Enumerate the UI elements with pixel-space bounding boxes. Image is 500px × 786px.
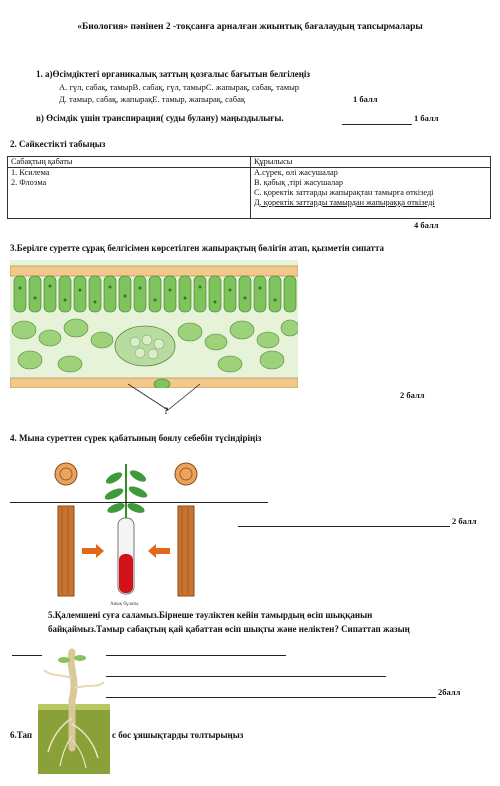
pointer-lines	[10, 380, 310, 420]
q4-answer-line-1[interactable]	[10, 502, 268, 503]
q3-heading: 3.Берілге суретте сұрақ белгісімен көрсетілген жапырақтың бөлігін атап, қызметін сипатта	[10, 243, 384, 253]
structure-item: В. қабық ,тірі жасушалар	[254, 178, 344, 187]
layer-item: 2. Флоэма	[11, 178, 47, 187]
q1a-label: 1. а)Өсімдіктегі органикалық заттың қозғалыс бағытын белгілеңіз	[36, 69, 311, 79]
col-header-structure: Құрылысы	[251, 157, 491, 168]
layer-item: 1. Ксилема	[11, 168, 50, 177]
q6-heading-start: 6.Тап	[10, 730, 33, 740]
page-title: «Биология» пәнінен 2 -тоқсанға арналған жиынтық бағалаудың тапсырмалары	[77, 22, 423, 32]
q5-text-line1: 5.Қалемшені суға саламыз.Бірнеше тәуліктен кейін тамырдың өсіп шыққанын	[48, 610, 373, 620]
q1b-label: в) Өсімдік үшін транспирация( суды булану) маңыздылығы.	[36, 113, 284, 123]
structure-item: А.сүрек, өлі жасушалар	[254, 168, 338, 177]
col-header-layer: Сабақтың қабаты	[8, 157, 251, 168]
q5-answer-line-4[interactable]	[106, 697, 436, 698]
q4-answer-line-2[interactable]	[238, 526, 450, 527]
q2-heading: 2. Сәйкестікті табыңыз	[10, 139, 106, 149]
structure-item: С. қоректік заттарды жапырақтан тамырға өткізеді	[254, 188, 434, 197]
q1-options-line2: Д. тамыр, сабақ, жапырақЕ. тамыр, жапырақ, сабақ	[59, 94, 245, 104]
q4-score: 2 балл	[452, 516, 477, 526]
q1-options-line1: А. гүл, сабақ, тамырВ. сабақ, гүл, тамырС. жапырақ, сабақ, тамыр	[59, 82, 300, 92]
q4-heading: 4. Мына суреттен сүрек қабатының боялу себебін түсіндіріңіз	[10, 433, 262, 443]
q3-score: 2 балл	[400, 390, 425, 400]
q1b-score: 1 балл	[414, 113, 439, 123]
q5-answer-line-3[interactable]	[106, 676, 386, 677]
q1a-score: 1 балл	[353, 94, 378, 104]
q5-score: 2балл	[438, 687, 461, 697]
q6-heading-end: с бос ұяшықтарды толтырыңыз	[112, 730, 244, 740]
q5-answer-line-2[interactable]	[106, 655, 286, 656]
q2-score: 4 балл	[414, 220, 439, 230]
dye-experiment-image	[52, 458, 200, 608]
experiment-caption: Анық бұлаты	[110, 602, 139, 607]
matching-table	[7, 156, 491, 219]
structure-item: Д. қоректік заттарды тамырдан жапыраққа өткізеді	[254, 198, 435, 207]
question-mark-label: ?	[164, 406, 169, 416]
q5-text-line2: байқаймыз.Тамыр сабақтың қай қабаттан өсіп шықты және неліктен? Сипаттап жазың	[48, 624, 410, 634]
cutting-roots-image	[38, 648, 110, 774]
q1b-answer-line[interactable]	[342, 124, 412, 125]
